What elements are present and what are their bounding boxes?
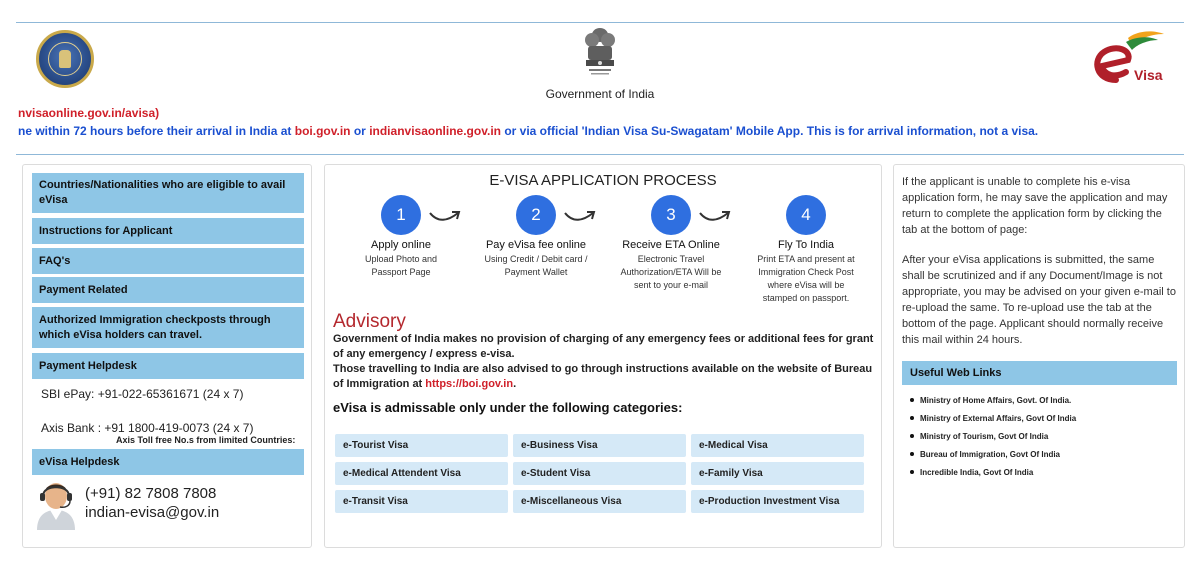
- visa-category-tourist[interactable]: e-Tourist Visa: [335, 434, 508, 457]
- step-desc: Upload Photo and Passport Page: [364, 254, 438, 277]
- useful-link-immigration[interactable]: [910, 445, 1076, 463]
- bullet-icon: [910, 470, 914, 474]
- categories-title: eVisa is admissable only under the following categories:: [333, 400, 683, 415]
- sbi-epay-helpline: SBI ePay: +91-022-65361671 (24 x 7): [41, 387, 244, 401]
- useful-link-tourism[interactable]: [910, 427, 1076, 445]
- step-desc: Print ETA and present at Immigration Check Post where eVisa will be stamped on passport.: [757, 254, 855, 303]
- link-label: Incredible India, Govt Of India: [920, 467, 1034, 477]
- link-label: Bureau of Immigration, Govt Of India: [920, 449, 1061, 459]
- advisory-text: [333, 332, 878, 392]
- step-title: Fly To India: [777, 239, 835, 251]
- middle-panel: [324, 164, 882, 548]
- step-desc: Using Credit / Debit card / Payment Wallet: [484, 254, 588, 277]
- bullet-icon: [910, 398, 914, 402]
- useful-link-home-affairs[interactable]: [910, 391, 1076, 409]
- boi-link[interactable]: https://boi.gov.in: [425, 378, 514, 390]
- helpdesk-phone: (+91) 82 7808 7808: [85, 485, 217, 502]
- ticker-line-1[interactable]: nvisaonline.gov.in/avisa): [18, 106, 160, 120]
- step-number: 4: [786, 195, 826, 235]
- step-desc: Electronic Travel Authorization/ETA Will be sent to your e-mail: [620, 254, 722, 290]
- step-title: Apply online: [371, 239, 431, 251]
- government-title: Government of India: [545, 87, 655, 101]
- ticker-text-1: ne within 72 hours before their arrival in India at: [18, 124, 295, 138]
- visa-category-medical[interactable]: e-Medical Visa: [691, 434, 864, 457]
- right-panel: [893, 164, 1185, 548]
- useful-links-header: Useful Web Links: [902, 361, 1177, 385]
- bullet-icon: [910, 452, 914, 456]
- useful-link-external-affairs[interactable]: [910, 409, 1076, 427]
- sidebar-item-label: Payment Helpdesk: [39, 359, 137, 372]
- sidebar-item-payment-helpdesk[interactable]: [32, 353, 304, 379]
- national-emblem-icon: [580, 26, 620, 84]
- toll-free-note: Axis Toll free No.s from limited Countries:: [116, 435, 296, 445]
- bullet-icon: [910, 416, 914, 420]
- link-label: Ministry of Tourism, Govt Of India: [920, 431, 1049, 441]
- seal-emblem: [59, 50, 71, 68]
- useful-link-incredible-india[interactable]: [910, 463, 1076, 481]
- useful-links-list: [910, 391, 1076, 481]
- sidebar-item-label: FAQ's: [39, 254, 71, 267]
- curved-arrow-icon: [428, 209, 462, 223]
- sidebar-item-eligible-countries[interactable]: [32, 173, 304, 213]
- visa-category-student[interactable]: e-Student Visa: [513, 462, 686, 485]
- save-application-note: If the applicant is unable to complete his e-visa application form, he may save the application and may return to complete the application form by clicking the tab at the bottom of page:: [902, 176, 1168, 236]
- advisory-line-1: Government of India makes no provision of charging of any emergency fees or additional fees for grant of any emergency / express e-visa.: [333, 333, 874, 360]
- ticker-link-indianvisaonline[interactable]: indianvisaonline.gov.in: [369, 124, 501, 138]
- ticker-link-boi[interactable]: boi.gov.in: [294, 124, 351, 138]
- top-divider: [16, 22, 1184, 23]
- sidebar-item-label: Countries/Nationalities who are eligible to avail eVisa: [39, 179, 286, 206]
- visa-category-business[interactable]: e-Business Visa: [513, 434, 686, 457]
- visa-category-miscellaneous[interactable]: e-Miscellaneous Visa: [513, 490, 686, 513]
- sidebar-item-instructions[interactable]: [32, 218, 304, 244]
- visa-category-family[interactable]: e-Family Visa: [691, 462, 864, 485]
- advisory-line-2-text: Those travelling to India are also advised to go through instructions available on the website of Bureau of Immigration at: [333, 363, 873, 390]
- link-label: Ministry of External Affairs, Govt Of India: [920, 413, 1077, 423]
- seal-inner: [48, 42, 82, 76]
- sidebar-item-immigration-checkposts[interactable]: [32, 307, 304, 348]
- ticker-line-2: [18, 124, 1038, 138]
- visa-category-medical-attendent[interactable]: e-Medical Attendent Visa: [335, 462, 508, 485]
- link-label: Ministry of Home Affairs, Govt. Of India.: [920, 395, 1072, 405]
- step-number: 3: [651, 195, 691, 235]
- ticker-text-2: or: [350, 124, 370, 138]
- advisory-line-2-end: .: [513, 378, 517, 390]
- bullet-icon: [910, 434, 914, 438]
- curved-arrow-icon: [563, 209, 597, 223]
- sidebar-item-label: Payment Related: [39, 283, 128, 296]
- helpdesk-agent-icon: [33, 478, 79, 530]
- ticker-text-3: or via official 'Indian Visa Su-Swagatam' Mobile App. This is for arrival information, not a visa.: [500, 124, 1039, 138]
- visa-category-production-investment[interactable]: e-Production Investment Visa: [691, 490, 864, 513]
- sidebar-item-evisa-helpdesk[interactable]: [32, 449, 304, 475]
- process-step-1: [336, 195, 466, 279]
- process-step-4: [741, 195, 871, 305]
- sidebar-item-label: Instructions for Applicant: [39, 224, 173, 237]
- step-number: 2: [516, 195, 556, 235]
- immigration-seal-icon: [36, 30, 94, 88]
- advisory-title: Advisory: [333, 311, 406, 332]
- visa-category-transit[interactable]: e-Transit Visa: [335, 490, 508, 513]
- curved-arrow-icon: [698, 209, 732, 223]
- mid-divider: [16, 154, 1184, 155]
- process-title: E-VISA APPLICATION PROCESS: [489, 172, 717, 189]
- step-number: 1: [381, 195, 421, 235]
- sidebar-item-payment-related[interactable]: [32, 277, 304, 303]
- sidebar-item-label: Authorized Immigration checkposts through which eVisa holders can travel.: [39, 313, 271, 341]
- axis-bank-helpline: Axis Bank : +91 1800-419-0073 (24 x 7): [41, 421, 254, 435]
- evisa-logo-icon[interactable]: [1086, 28, 1168, 88]
- evisa-logo-text: Visa: [1134, 67, 1163, 83]
- step-title: Pay eVisa fee online: [485, 239, 587, 251]
- advisory-line-2: [333, 362, 878, 392]
- step-title: Receive ETA Online: [622, 239, 720, 251]
- reupload-note: After your eVisa applications is submitted, the same shall be scrutinized and if any Document/Image is not appropriate, you may be advised on your given e-mail to re-upload the same. To re-upload use the tab at the bottom of the page. Applicant should normally receive this mail within 24 hours.: [902, 254, 1176, 346]
- left-panel: [22, 164, 312, 548]
- sidebar-item-label: eVisa Helpdesk: [39, 455, 120, 468]
- sidebar-item-faqs[interactable]: [32, 248, 304, 274]
- process-step-2: [471, 195, 601, 279]
- helpdesk-email[interactable]: indian-evisa@gov.in: [85, 504, 220, 521]
